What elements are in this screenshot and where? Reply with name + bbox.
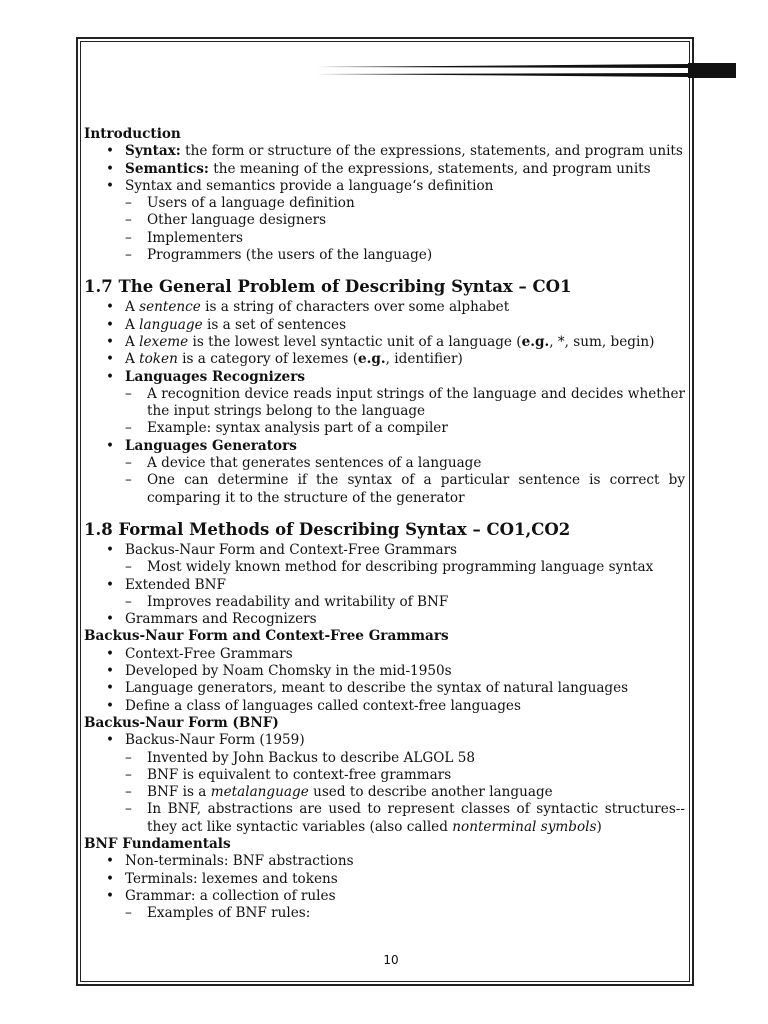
list-item: – Invented by John Backus to describe ALGOL 58 [125, 750, 685, 767]
list-item: • Grammar: a collection of rules – Examples of BNF rules: [84, 888, 685, 923]
intro-heading: Introduction [84, 126, 181, 142]
list-item: • Semantics: the meaning of the expressions, statements, and program units [84, 161, 685, 178]
list-item: – Other language designers [125, 212, 685, 229]
header-decoration [312, 60, 736, 82]
list-item: • Grammars and Recognizers [84, 611, 685, 628]
list-item: – Users of a language definition [125, 195, 685, 212]
list-item: • A language is a set of sentences [84, 317, 685, 334]
page-number: 10 [383, 953, 399, 967]
list-item: • Languages Generators – A device that generates sentences of a language – One can determine if the syntax of a particular sentence is correct by comparing it to the structure of the generator [84, 438, 685, 507]
list-item: • Developed by Noam Chomsky in the mid-1950s [84, 663, 685, 680]
list-item: – Example: syntax analysis part of a compiler [125, 420, 685, 437]
list-item: • Backus-Naur Form and Context-Free Grammars – Most widely known method for describing programming language syntax [84, 542, 685, 577]
list-item: – BNF is equivalent to context-free grammars [125, 767, 685, 784]
section-1-7-heading: 1.7 The General Problem of Describing Syntax – CO1 [84, 277, 572, 297]
list-item: • Backus-Naur Form (1959) – Invented by John Backus to describe ALGOL 58 – BNF is equivalent to context-free grammars – BNF is a metalanguage used to describe another language – In BNF, abstractions are used to represent classes of syntactic structures-- they act like syntactic variables (also called nonterminal symbols) [84, 732, 685, 836]
list-item: • Context-Free Grammars [84, 646, 685, 663]
list-item: – Implementers [125, 230, 685, 247]
list-item: – Examples of BNF rules: [125, 905, 685, 922]
list-item: – Most widely known method for describing programming language syntax [125, 559, 685, 576]
section-1-8-list [84, 542, 685, 628]
list-item: • Define a class of languages called context-free languages [84, 698, 685, 715]
list-item: • Extended BNF – Improves readability and writability of BNF [84, 577, 685, 612]
intro-list [84, 143, 685, 264]
bnf-fundamentals-heading: BNF Fundamentals [84, 835, 231, 852]
list-item: • Terminals: lexemes and tokens [84, 871, 685, 888]
list-item: • A sentence is a string of characters over some alphabet [84, 299, 685, 316]
cfg-list [84, 646, 685, 715]
cfg-heading: Backus-Naur Form and Context-Free Grammars [84, 628, 449, 645]
page-content [84, 126, 685, 922]
section-1-8-heading: 1.8 Formal Methods of Describing Syntax – CO1,CO2 [84, 519, 571, 539]
list-item: – Improves readability and writability of BNF [125, 594, 685, 611]
list-item: • A token is a category of lexemes (e.g., identifier) [84, 351, 685, 368]
list-item: • Non-terminals: BNF abstractions [84, 853, 685, 870]
list-item: – Programmers (the users of the language) [125, 247, 685, 264]
bnf-list [84, 732, 685, 836]
bnf-heading: Backus-Naur Form (BNF) [84, 714, 279, 731]
list-item: – BNF is a metalanguage used to describe another language [125, 784, 685, 801]
bnf-fundamentals-list [84, 853, 685, 922]
list-item: • Syntax: the form or structure of the expressions, statements, and program units [84, 143, 685, 160]
list-item: • Languages Recognizers – A recognition device reads input strings of the language and decides whether the input strings belong to the language – Example: syntax analysis part of a compiler [84, 369, 685, 438]
list-item: • Language generators, meant to describe the syntax of natural languages [84, 680, 685, 697]
list-item: • A lexeme is the lowest level syntactic unit of a language (e.g., *, sum, begin) [84, 334, 685, 351]
list-item: – In BNF, abstractions are used to represent classes of syntactic structures-- they act like syntactic variables (also called nonterminal symbols) [125, 801, 685, 836]
list-item: • Syntax and semantics provide a language‘s definition – Users of a language definition – Other language designers – Implementers – Programmers (the users of the language) [84, 178, 685, 264]
list-item: – A recognition device reads input strings of the language and decides whether the input strings belong to the language [125, 386, 685, 421]
section-1-7-list [84, 299, 685, 507]
list-item: – One can determine if the syntax of a particular sentence is correct by comparing it to the structure of the generator [125, 472, 685, 507]
list-item: – A device that generates sentences of a language [125, 455, 685, 472]
